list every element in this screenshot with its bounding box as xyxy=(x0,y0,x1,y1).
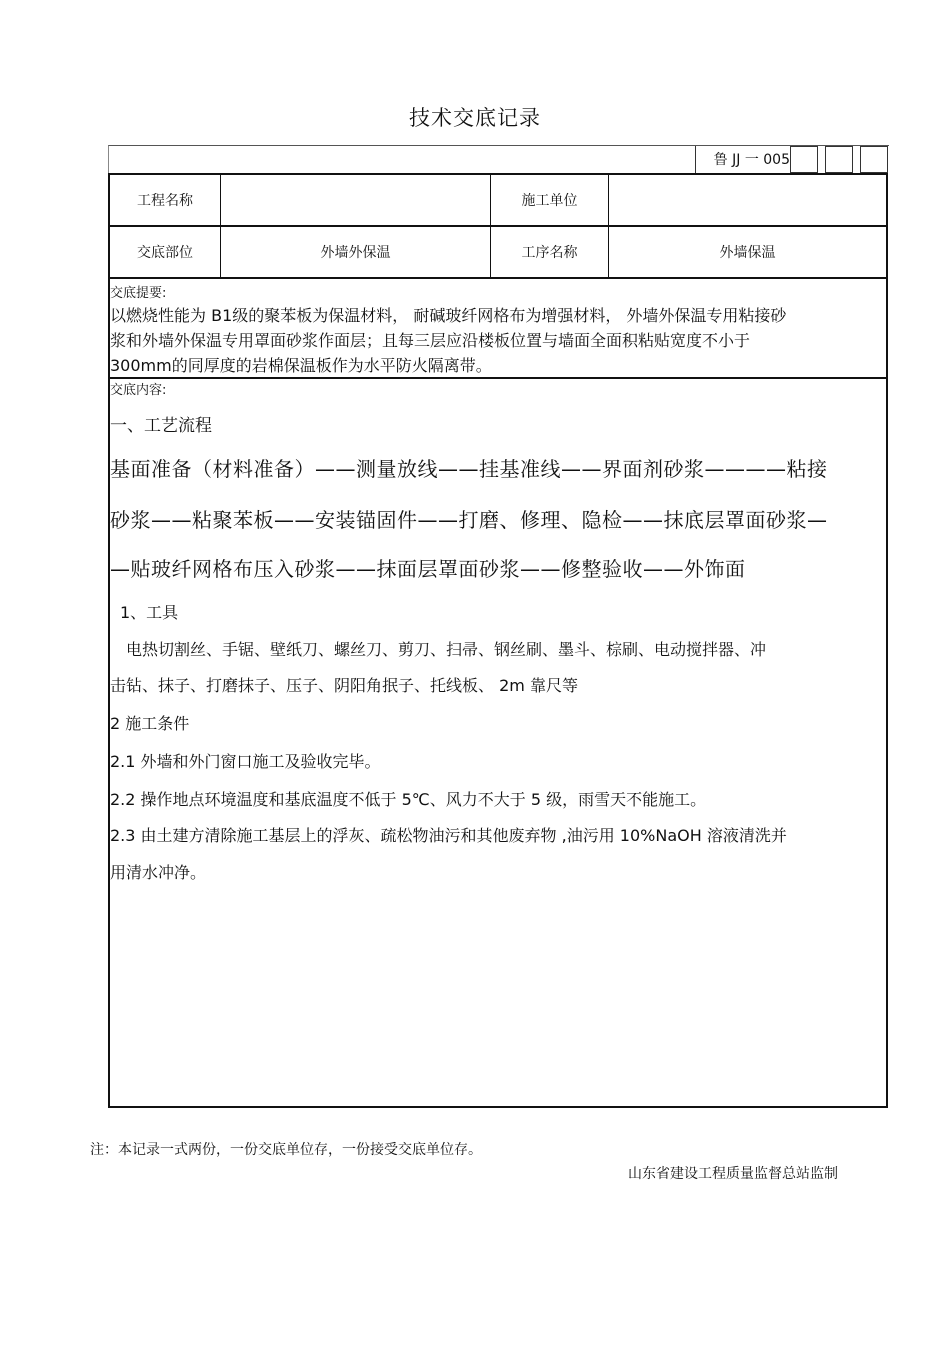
condition-item: 2.2 操作地点环境温度和基底温度不低于 5℃、风力不大于 5 级，雨雪天不能施工。 xyxy=(110,790,707,809)
record-table xyxy=(108,173,888,1108)
content-caption: 交底内容: xyxy=(110,383,167,398)
summary-section xyxy=(110,279,886,379)
document-title: 技术交底记录 xyxy=(409,106,541,130)
location-label: 交底部位 xyxy=(137,245,193,261)
conditions-heading: 2 施工条件 xyxy=(110,714,190,733)
project-name-label: 工程名称 xyxy=(137,193,193,209)
summary-line: 以燃烧性能为 B1级的聚苯板为保温材料， 耐碱玻纤网格布为增强材料， 外墙外保温专用粘接砂 xyxy=(110,306,787,325)
condition-item: 用清水冲净。 xyxy=(110,863,207,882)
row-location xyxy=(110,227,886,279)
section-heading: 一、工艺流程 xyxy=(110,416,212,436)
flow-line: 基面准备（材料准备）——测量放线——挂基准线——界面剂砂浆————粘接 xyxy=(110,457,828,481)
process-value: 外墙保温 xyxy=(608,227,886,277)
summary-caption: 交底提要: xyxy=(110,286,167,301)
form-code-row xyxy=(108,145,889,174)
construction-unit-label: 施工单位 xyxy=(490,175,608,225)
summary-line: 300mm的同厚度的岩棉保温板作为水平防火隔离带。 xyxy=(110,356,492,375)
tools-line: 电热切割丝、手锯、壁纸刀、螺丝刀、剪刀、扫帚、钢丝刷、墨斗、棕刷、电动搅拌器、冲 xyxy=(126,640,767,659)
flow-line: 砂浆——粘聚苯板——安装锚固件——打磨、修理、隐检——抹底层罩面砂浆— xyxy=(110,508,828,532)
construction-unit-value xyxy=(608,175,886,225)
location-value: 外墙外保温 xyxy=(220,227,490,277)
supervisor-text: 山东省建设工程质量监督总站监制 xyxy=(628,1166,838,1182)
row-project xyxy=(110,175,886,227)
footer-note: 注：本记录一式两份，一份交底单位存，一份接受交底单位存。 xyxy=(90,1142,482,1158)
tools-line: 击钻、抹子、打磨抹子、压子、阴阳角抿子、托线板、 2m 靠尺等 xyxy=(110,676,578,695)
code-box-2 xyxy=(825,146,853,173)
summary-text xyxy=(110,303,882,378)
project-name-value xyxy=(220,175,490,225)
code-box-3 xyxy=(860,146,888,173)
flow-line: —贴玻纤网格布压入砂浆——抹面层罩面砂浆——修整验收——外饰面 xyxy=(110,557,746,581)
condition-item: 2.1 外墙和外门窗口施工及验收完毕。 xyxy=(110,752,381,771)
tools-heading: 1、工具 xyxy=(120,603,179,622)
summary-line: 浆和外墙外保温专用罩面砂浆作面层；且每三层应沿楼板位置与墙面全面积粘贴宽度不小于 xyxy=(110,331,751,350)
code-box-1 xyxy=(790,146,818,173)
condition-item: 2.3 由土建方清除施工基层上的浮灰、疏松物油污和其他废弃物 ,油污用 10%NaOH 溶液清洗并 xyxy=(110,826,787,845)
form-code: 鲁 JJ 一 005 xyxy=(695,146,790,174)
process-label: 工序名称 xyxy=(490,227,608,277)
